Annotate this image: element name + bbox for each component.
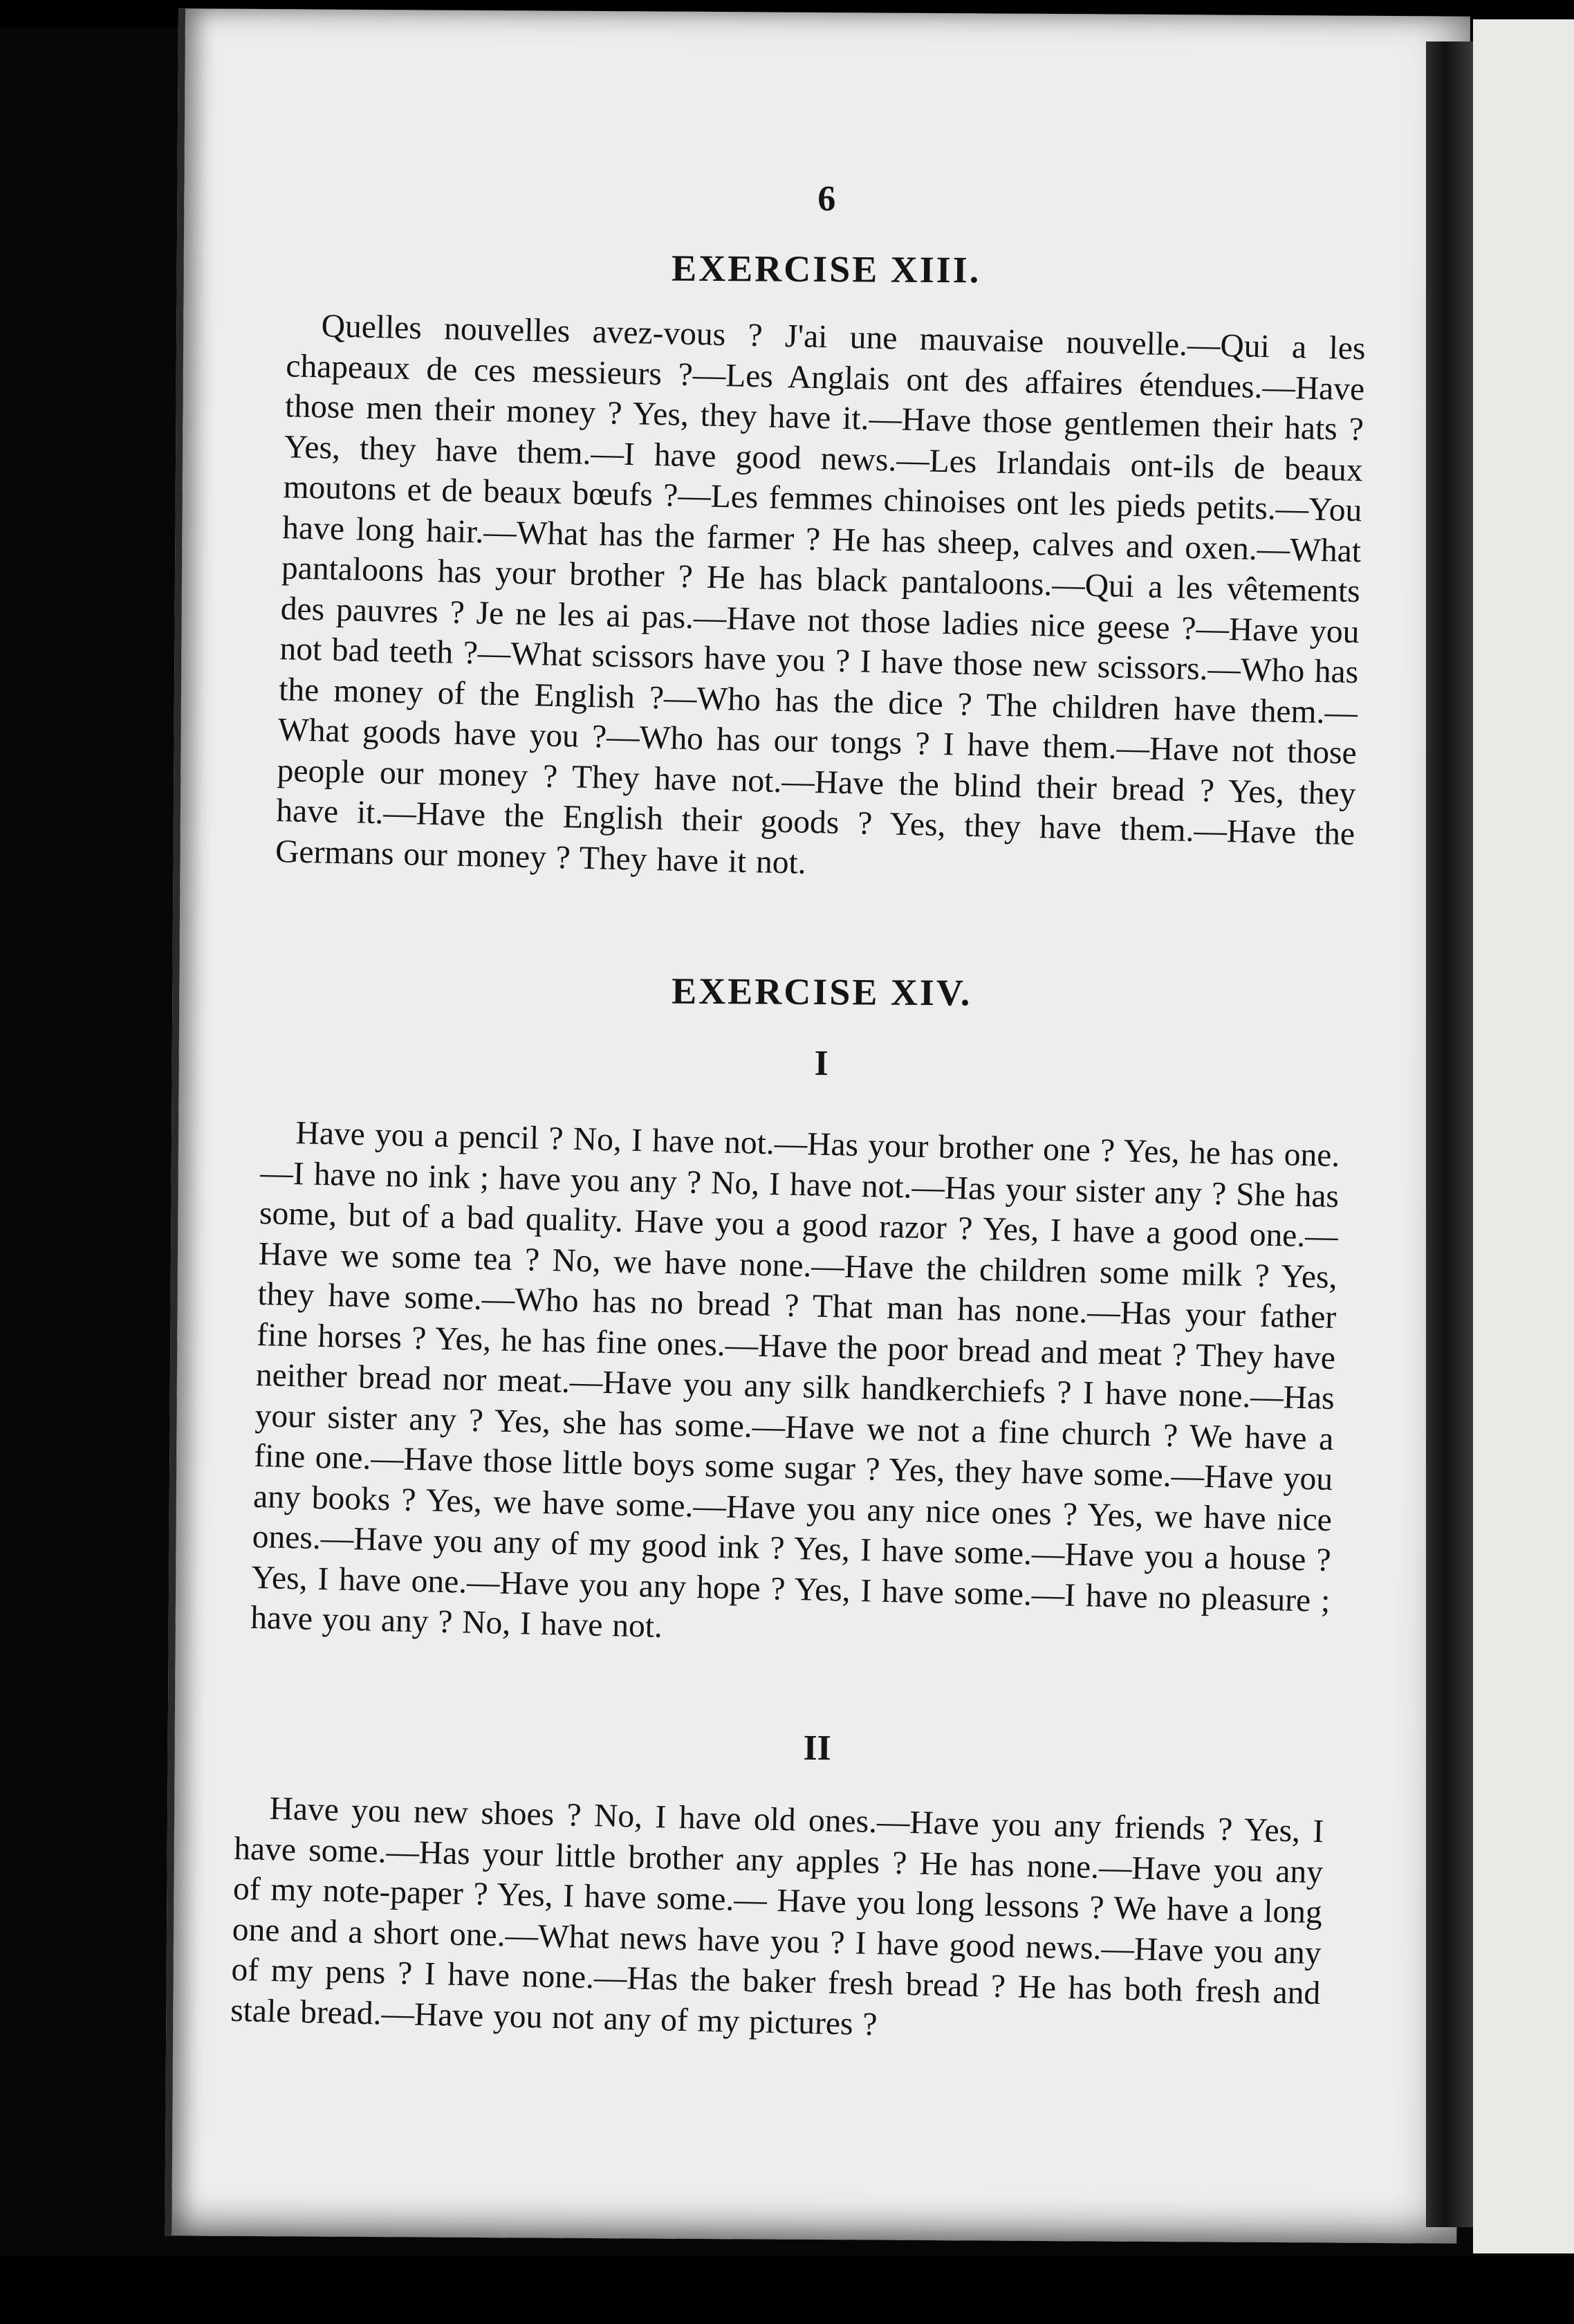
exercise-13-text: Quelles nouvelles avez-vous ? J'ai une mauvaise nouvelle.—Qui a les chapeaux de ces messieurs ?—Les Anglais ont des affaires étendues.—Have those men their money ? Yes, they have it.—Have those gentlemen their hats ? Yes, they have them.—I have good news.—Les Irlandais ont-ils de beaux moutons et de beaux bœufs ?—Les femmes chinoises ont les pieds petits.—You have long hair.—What has the farmer ? He has sheep, calves and oxen.—What pantaloons has your brother ? He has black pantaloons.—Qui a les vêtements des pauvres ? Je ne les ai pas.—Have not those ladies nice geese ?—Have you not bad teeth ?—What scissors have you ? I have those new scissors.—Who has the money of the English ?—Who has the dice ? The children have them.—What goods have you ?—Who has our tongs ? I have them.—Have not those people our money ? They have not.—Have the blind their bread ? Yes, they have it.—Have the English their goods ? Yes, they have them.—Have the Germans our money ? They have it not. — [275, 308, 1366, 881]
exercise-14-part-1-label: I — [814, 1043, 829, 1084]
adjacent-page-edge — [1473, 19, 1574, 2253]
exercise-14-part-2-label: II — [803, 1728, 832, 1769]
page-number: 6 — [817, 178, 836, 219]
exercise-14-part-1-text: Have you a pencil ? No, I have not.—Has your brother one ? Yes, he has one.—I have no ink ; have you any ? No, I have not.—Has your sister any ? She has some, but of a bad quality. Have you a good razor ? Yes, I have a good one.—Have we some tea ? No, we have none.—Have the children some milk ? Yes, they have some.—Who has no bread ? That man has none.—Has your father fine horses ? Yes, he has fine ones.—Have the poor bread and meat ? They have neither bread nor meat.—Have you any silk handkerchiefs ? I have none.—Has your sister any ? Yes, she has some.—Have we not a fine church ? We have a fine one.—Have those little boys some sugar ? Yes, they have some.—Have you any books ? Yes, we have some.—Have you any nice ones ? Yes, we have nice ones.—Have you any of my good ink ? Yes, I have some.—Have you a house ? Yes, I have one.—Have you any hope ? Yes, I have some.—I have no pleasure ; have you any ? No, I have not. — [250, 1115, 1340, 1645]
exercise-14-part-2-text: Have you new shoes ? No, I have old ones.—Have you any friends ? Yes, I have some.—Has your little brother any apples ? He has none.—Have you any of my note-paper ? Yes, I have some.— Have you long lessons ? We have a long one and a short one.—What news have you ? I have good news.—Have you any of my pens ? I have none.—Has the baker fresh bread ? He has both fresh and stale bread.—Have you not any of my pictures ? — [230, 1790, 1324, 2042]
exercise-13-title: EXERCISE XIII. — [671, 247, 981, 291]
book-page — [165, 8, 1470, 2243]
book-gutter — [1426, 42, 1473, 2227]
film-border-bottom — [0, 2256, 1574, 2324]
exercise-14-title: EXERCISE XIV. — [672, 970, 972, 1014]
